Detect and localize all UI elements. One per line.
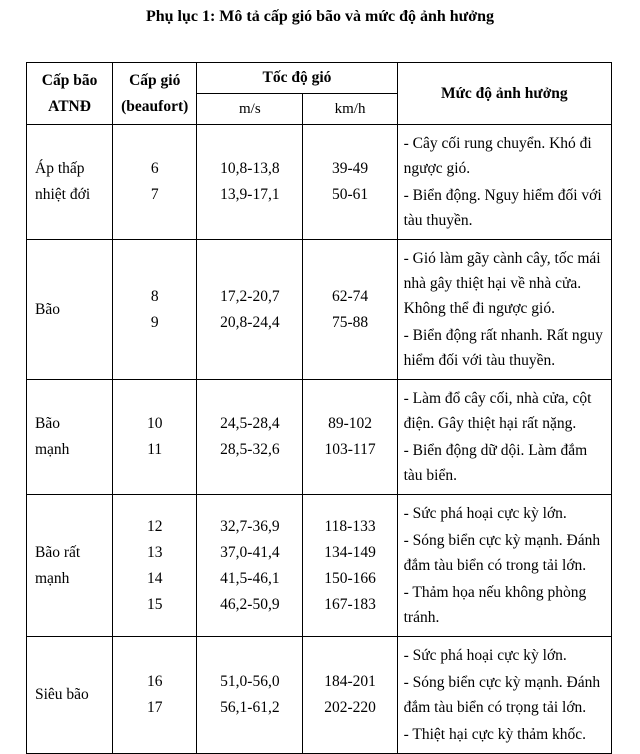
header-level-line2: ATNĐ	[48, 97, 91, 115]
impact-item: - Gió làm gãy cành cây, tốc mái nhà gây thiệt hại về nhà cửa. Không thể đi ngược gió.	[403, 250, 601, 317]
storm-level-text: mạnh	[35, 441, 70, 458]
storm-level-text: Bão	[35, 415, 60, 432]
speed-kmh-value: 89-102	[328, 415, 372, 432]
impact-item: - Làm đổ cây cối, nhà cửa, cột điện. Gây thiệt hại rất nặng.	[403, 390, 592, 432]
table-row	[27, 125, 612, 240]
beaufort-value: 9	[150, 313, 159, 331]
speed-ms-value: 32,7-36,9	[220, 517, 280, 535]
header-beaufort	[113, 63, 197, 125]
speed-ms-cell	[197, 125, 303, 240]
impact-item: - Biển động rất nhanh. Rất nguy hiểm đối với tàu thuyền.	[403, 327, 603, 369]
wind-scale-table	[26, 62, 612, 754]
header-level	[27, 63, 113, 125]
beaufort-value: 8	[150, 287, 159, 305]
speed-kmh-value: 202-220	[324, 699, 376, 716]
header-beaufort-line2: (beaufort)	[121, 97, 189, 115]
speed-kmh-value: 39-49	[331, 160, 369, 177]
speed-ms-value: 10,8-13,8	[220, 160, 280, 177]
speed-kmh-value: 134-149	[324, 543, 376, 561]
storm-level-text: nhiệt đới	[35, 186, 91, 203]
speed-ms-value: 37,0-41,4	[220, 543, 280, 561]
storm-level-cell	[27, 240, 113, 380]
speed-ms-value: 56,1-61,2	[220, 699, 280, 716]
storm-level-text: Siêu bão	[35, 686, 89, 703]
speed-kmh-cell	[303, 380, 397, 495]
speed-kmh-value: 50-61	[331, 186, 369, 203]
header-level-line1: Cấp bão	[41, 71, 98, 89]
beaufort-value: 11	[147, 441, 163, 458]
storm-level-text: Bão rất	[35, 543, 81, 561]
speed-ms-cell	[197, 380, 303, 495]
table-row	[27, 380, 612, 495]
speed-kmh-cell	[303, 125, 397, 240]
beaufort-cell	[113, 125, 197, 240]
beaufort-cell	[113, 637, 197, 754]
speed-ms-cell	[197, 637, 303, 754]
header-unit-kmh: km/h	[303, 94, 397, 125]
beaufort-value: 15	[146, 595, 163, 613]
speed-ms-value: 17,2-20,7	[220, 287, 280, 305]
beaufort-value: 16	[146, 673, 163, 690]
impact-cell	[397, 125, 611, 240]
speed-ms-cell	[197, 495, 303, 637]
table-row	[27, 637, 612, 754]
storm-level-text: Bão	[35, 300, 60, 318]
speed-kmh-value: 75-88	[331, 313, 369, 331]
header-impact: Mức độ ảnh hưởng	[397, 63, 611, 125]
speed-kmh-value: 62-74	[331, 287, 369, 305]
beaufort-value: 14	[146, 569, 163, 587]
storm-level-cell	[27, 380, 113, 495]
impact-item: - Sóng biển cực kỳ mạnh. Đánh đắm tàu biển có trọng tải lớn.	[403, 674, 601, 716]
storm-level-cell	[27, 495, 113, 637]
speed-kmh-value: 167-183	[324, 595, 376, 613]
speed-kmh-cell	[303, 637, 397, 754]
speed-kmh-value: 118-133	[324, 517, 376, 535]
impact-cell	[397, 380, 611, 495]
speed-kmh-value: 150-166	[324, 569, 376, 587]
beaufort-cell	[113, 495, 197, 637]
beaufort-cell	[113, 240, 197, 380]
table-row	[27, 240, 612, 380]
speed-ms-value: 13,9-17,1	[220, 186, 280, 203]
beaufort-value: 12	[146, 517, 163, 535]
beaufort-value: 7	[150, 186, 159, 203]
beaufort-value: 13	[146, 543, 163, 561]
impact-cell	[397, 495, 611, 637]
speed-ms-value: 41,5-46,1	[220, 569, 280, 587]
impact-item: - Sức phá hoại cực kỳ lớn.	[403, 647, 567, 664]
impact-item: - Biển động. Nguy hiểm đối với tàu thuyền.	[403, 187, 602, 229]
impact-cell	[397, 240, 611, 380]
speed-ms-value: 28,5-32,6	[220, 441, 280, 458]
beaufort-value: 17	[146, 699, 163, 716]
impact-item: - Thảm họa nếu không phòng tránh.	[403, 584, 587, 626]
storm-level-cell	[27, 637, 113, 754]
header-beaufort-line1: Cấp gió	[129, 71, 181, 89]
speed-kmh-value: 184-201	[324, 673, 376, 690]
header-speed: Tốc độ gió	[197, 63, 397, 94]
table-row	[27, 495, 612, 637]
beaufort-cell	[113, 380, 197, 495]
speed-ms-value: 51,0-56,0	[220, 673, 280, 690]
speed-ms-value: 20,8-24,4	[220, 313, 280, 331]
impact-item: - Sức phá hoại cực kỳ lớn.	[403, 505, 567, 522]
speed-ms-value: 24,5-28,4	[220, 415, 280, 432]
beaufort-value: 6	[150, 160, 159, 177]
impact-item: - Sóng biển cực kỳ mạnh. Đánh đắm tàu biển có trong tải lớn.	[403, 532, 601, 574]
speed-kmh-cell	[303, 240, 397, 380]
storm-level-cell	[27, 125, 113, 240]
impact-item: - Thiệt hại cực kỳ thảm khốc.	[403, 726, 587, 743]
header-unit-ms: m/s	[197, 94, 303, 125]
storm-level-text: Áp thấp	[35, 160, 85, 177]
impact-item: - Cây cối rung chuyển. Khó đi ngược gió.	[403, 135, 592, 177]
impact-cell	[397, 637, 611, 754]
storm-level-text: mạnh	[35, 569, 70, 587]
beaufort-value: 10	[146, 415, 163, 432]
speed-ms-value: 46,2-50,9	[220, 595, 280, 613]
impact-item: - Biển động dữ dội. Làm đắm tàu biển.	[403, 442, 588, 484]
document-title: Phụ lục 1: Mô tả cấp gió bão và mức độ ảnh hưởng	[145, 8, 495, 25]
speed-kmh-cell	[303, 495, 397, 637]
speed-ms-cell	[197, 240, 303, 380]
speed-kmh-value: 103-117	[324, 441, 376, 458]
